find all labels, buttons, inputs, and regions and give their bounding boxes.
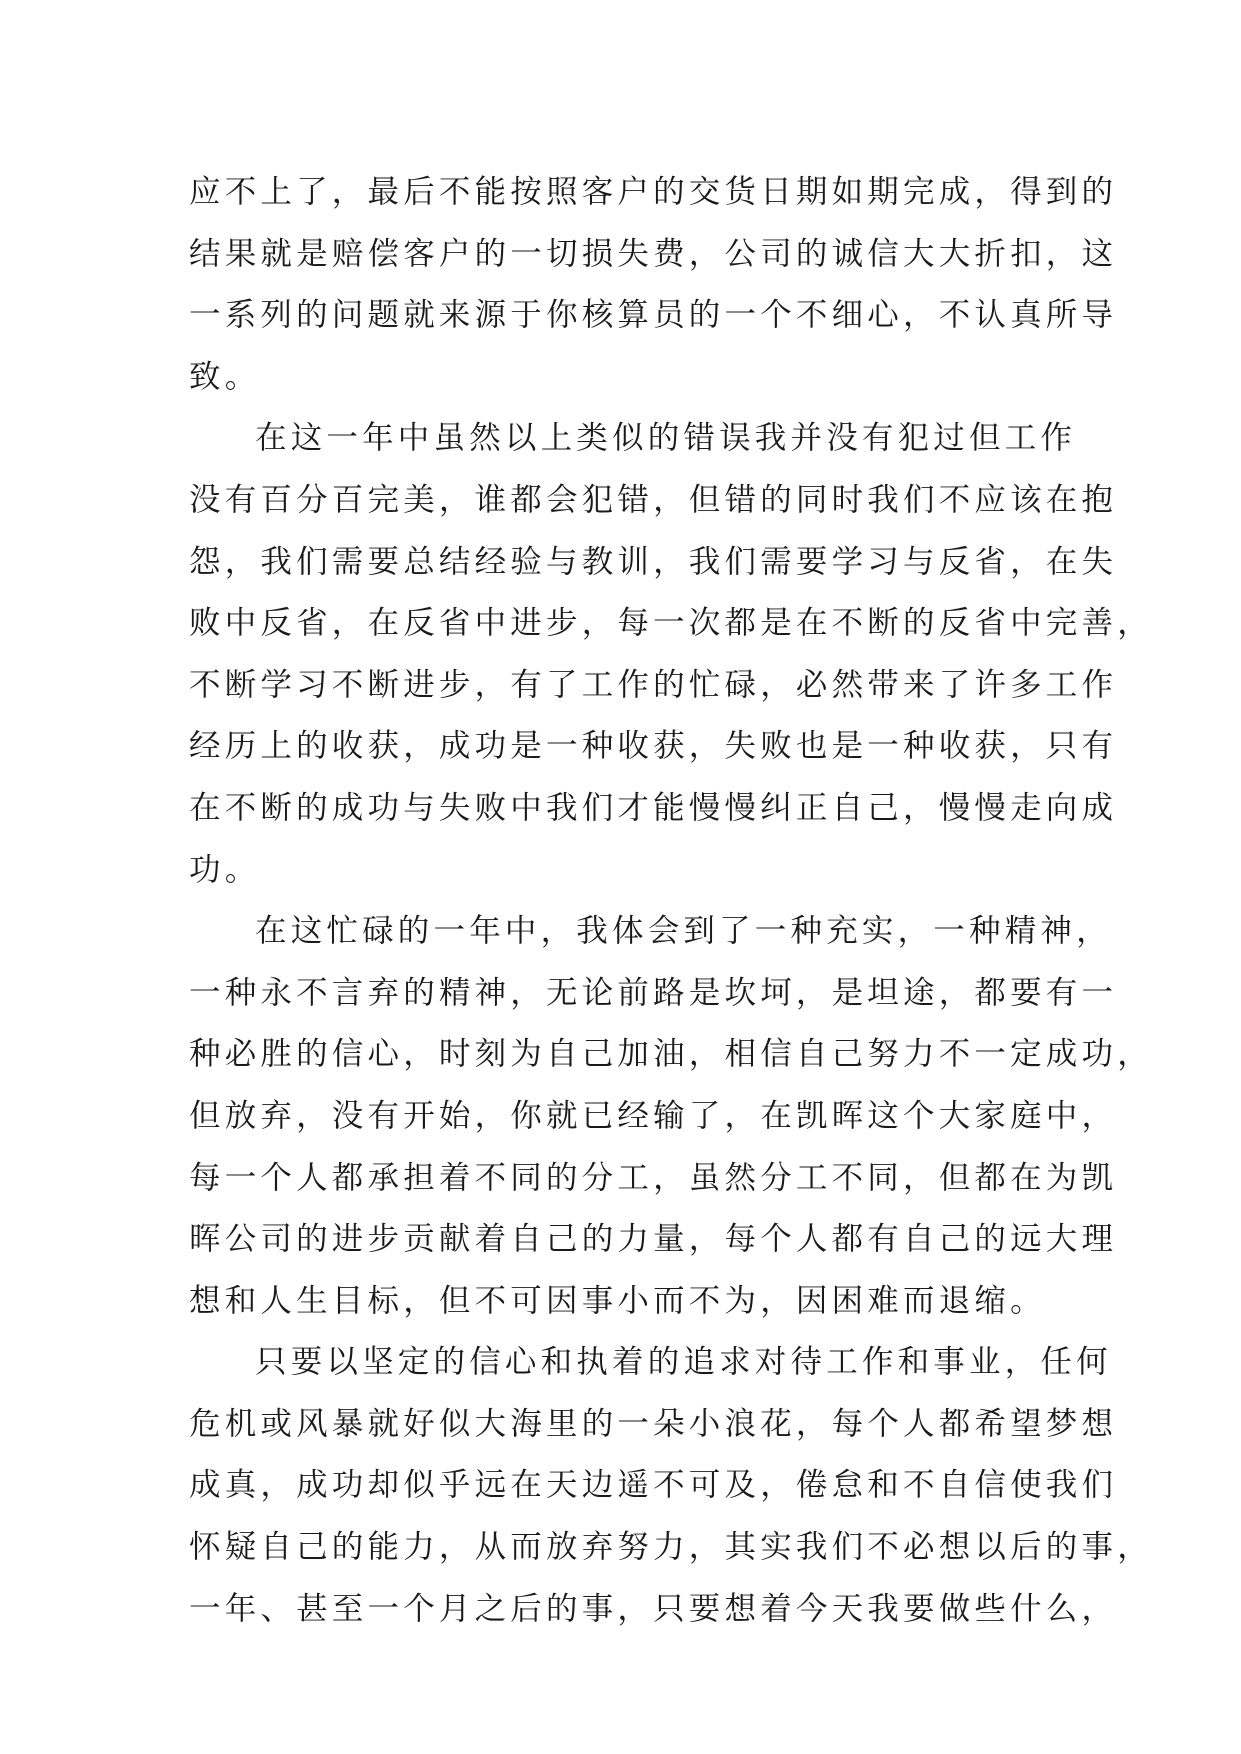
paragraph-line: 一系列的问题就来源于你核算员的一个不细心，不认真所导 bbox=[189, 297, 1118, 334]
paragraph-1 bbox=[189, 162, 1118, 408]
paragraph-line: 结果就是赔偿客户的一切损失费，公司的诚信大大折扣，这 bbox=[189, 235, 1118, 272]
paragraph-line-first: 在这忙碌的一年中，我体会到了一种充实，一种精神， bbox=[255, 913, 1112, 950]
paragraph-line-first: 在这一年中虽然以上类似的错误我并没有犯过但工作 bbox=[255, 420, 1077, 457]
paragraph-line: 致。 bbox=[189, 358, 261, 395]
paragraph-2 bbox=[189, 408, 1153, 901]
paragraph-line: 在不断的成功与失败中我们才能慢慢纠正自己，慢慢走向成 bbox=[189, 789, 1118, 826]
paragraph-line: 晖公司的进步贡献着自己的力量，每个人都有自己的远大理 bbox=[189, 1221, 1118, 1258]
paragraph-line-first: 只要以坚定的信心和执着的追求对待工作和事业，任何 bbox=[255, 1344, 1112, 1381]
paragraph-line: 经历上的收获，成功是一种收获，失败也是一种收获，只有 bbox=[189, 728, 1118, 765]
paragraph-line: 败中反省，在反省中进步，每一次都是在不断的反省中完善， bbox=[189, 605, 1153, 642]
paragraph-line: 危机或风暴就好似大海里的一朵小浪花，每个人都希望梦想 bbox=[189, 1405, 1118, 1442]
paragraph-line: 一年、甚至一个月之后的事，只要想着今天我要做些什么， bbox=[189, 1590, 1118, 1627]
paragraph-3 bbox=[189, 901, 1153, 1332]
paragraph-line: 成真，成功却似乎远在天边遥不可及，倦怠和不自信使我们 bbox=[189, 1467, 1118, 1504]
paragraph-line: 每一个人都承担着不同的分工，虽然分工不同，但都在为凯 bbox=[189, 1159, 1118, 1196]
paragraph-line: 功。 bbox=[189, 851, 261, 888]
paragraph-line: 应不上了，最后不能按照客户的交货日期如期完成，得到的 bbox=[189, 174, 1118, 210]
paragraph-line: 但放弃，没有开始，你就已经输了，在凯晖这个大家庭中， bbox=[189, 1097, 1118, 1134]
paragraph-line: 怨，我们需要总结经验与教训，我们需要学习与反省，在失 bbox=[189, 543, 1118, 580]
paragraph-line: 种必胜的信心，时刻为自己加油，相信自己努力不一定成功， bbox=[189, 1036, 1153, 1073]
paragraph-line: 怀疑自己的能力，从而放弃努力，其实我们不必想以后的事， bbox=[189, 1529, 1153, 1566]
paragraph-line: 不断学习不断进步，有了工作的忙碌，必然带来了许多工作 bbox=[189, 666, 1118, 703]
paragraph-line: 一种永不言弃的精神，无论前路是坎坷，是坦途，都要有一 bbox=[189, 974, 1118, 1011]
paragraph-4 bbox=[189, 1332, 1153, 1640]
paragraph-line: 没有百分百完美，谁都会犯错，但错的同时我们不应该在抱 bbox=[189, 481, 1118, 518]
document-body bbox=[189, 162, 1153, 1640]
paragraph-line: 想和人生目标，但不可因事小而不为，因困难而退缩。 bbox=[189, 1282, 1046, 1319]
